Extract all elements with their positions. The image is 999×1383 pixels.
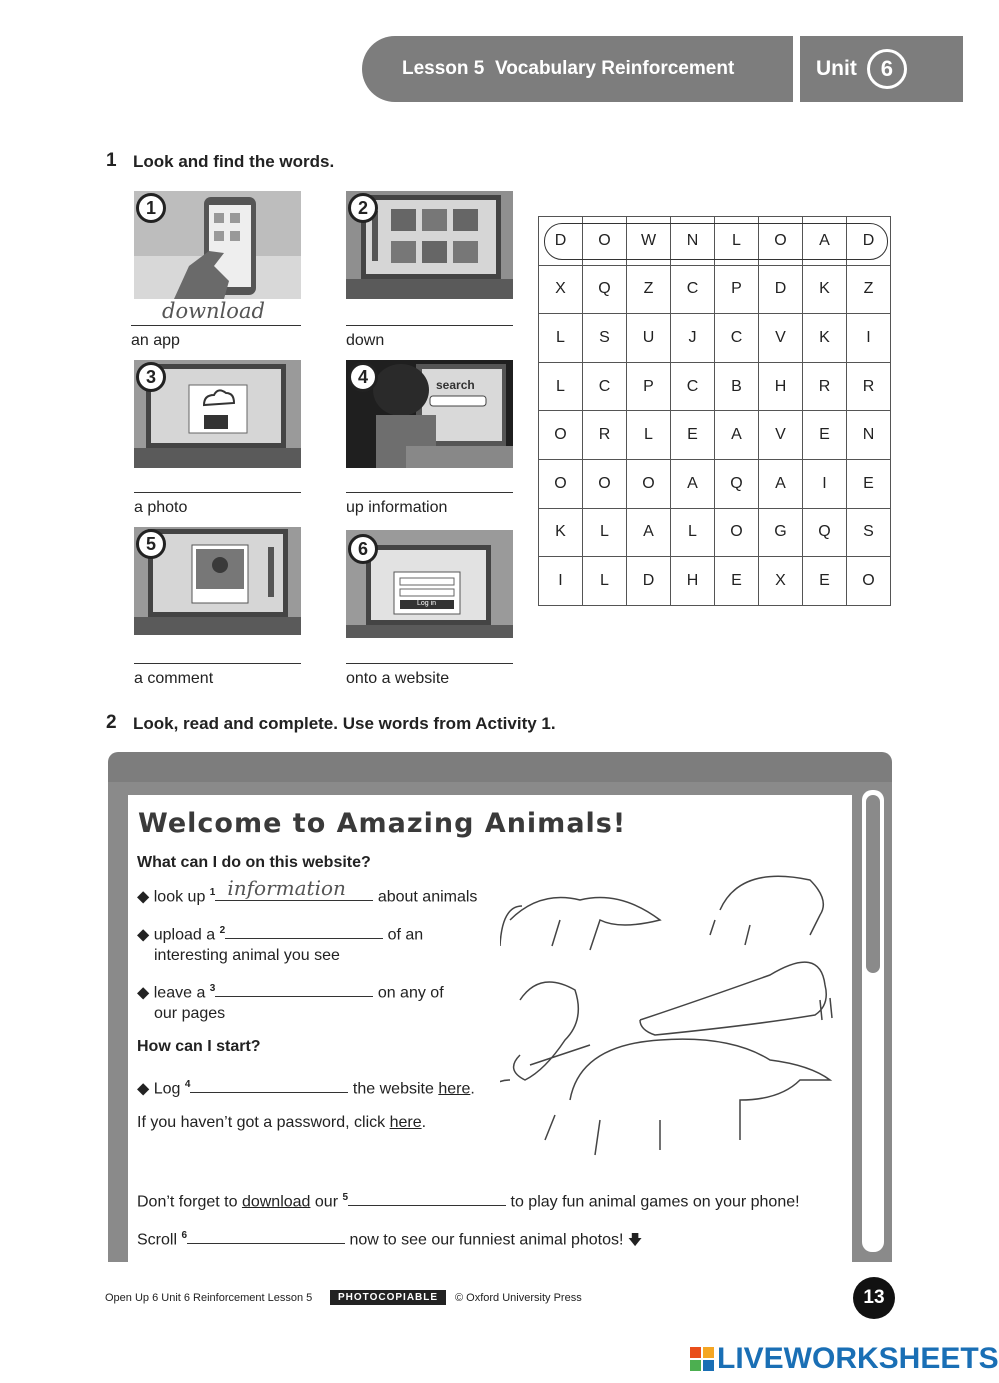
page-number: 13: [853, 1277, 895, 1319]
bullet-1: ◆ look up $^1$ information about animals: [137, 876, 478, 906]
blank-number-3: 3: [209, 983, 216, 994]
sentence-6-pre: Scroll: [137, 1231, 178, 1249]
caption-1: an app: [131, 332, 180, 349]
grid-cell[interactable]: Q: [583, 265, 627, 314]
grid-cell[interactable]: L: [539, 362, 583, 411]
bullet-2-line2: interesting animal you see: [154, 947, 340, 965]
chameleon-icon: [514, 982, 590, 1080]
caption-2: down: [346, 332, 385, 349]
answer-line-1: [131, 325, 301, 326]
grid-cell[interactable]: U: [627, 314, 671, 363]
walrus-icon: [640, 962, 832, 1035]
grid-cell[interactable]: L: [627, 411, 671, 460]
grid-cell[interactable]: A: [671, 459, 715, 508]
rhino-icon: [500, 1039, 830, 1155]
badger-icon: [710, 876, 823, 945]
grid-cell[interactable]: P: [715, 265, 759, 314]
bullet-1-pre: look up: [153, 888, 206, 906]
blank-number-1: 1: [209, 887, 216, 898]
bullet-2: ◆ upload a $^2$ of an interesting animal you see: [137, 925, 424, 965]
sentence-5-post: to play fun animal games on your phone!: [510, 1193, 800, 1211]
password-end: .: [421, 1114, 427, 1131]
grid-cell[interactable]: K: [803, 265, 847, 314]
answer-line-6[interactable]: [346, 663, 513, 664]
grid-cell[interactable]: L: [715, 217, 759, 266]
grid-cell[interactable]: L: [583, 508, 627, 557]
website-title: Welcome to Amazing Animals!: [138, 808, 627, 839]
grid-cell[interactable]: N: [847, 411, 891, 460]
answer-line-4[interactable]: [346, 492, 513, 493]
password-here-link[interactable]: here: [389, 1114, 422, 1131]
grid-row: [539, 459, 891, 508]
grid-cell[interactable]: D: [627, 557, 671, 606]
number-badge-3: 3: [136, 362, 166, 392]
bullet-3-post: on any of: [377, 984, 444, 1002]
animal-illustrations: [500, 860, 845, 1170]
blank-number-6: 6: [181, 1230, 188, 1241]
photocopiable-badge: PHOTOCOPIABLE: [330, 1290, 446, 1305]
grid-cell[interactable]: O: [759, 217, 803, 266]
grid-cell[interactable]: Q: [715, 459, 759, 508]
grid-cell[interactable]: V: [759, 411, 803, 460]
bullet-2-pre: upload a: [153, 926, 216, 944]
answer-1[interactable]: download: [162, 299, 265, 323]
grid-cell[interactable]: N: [671, 217, 715, 266]
grid-cell[interactable]: H: [671, 557, 715, 606]
blank-6[interactable]: [187, 1229, 345, 1244]
lesson-title: Vocabulary Reinforcement: [494, 58, 735, 79]
answer-line-2[interactable]: [346, 325, 513, 326]
grid-cell[interactable]: A: [627, 508, 671, 557]
question-how-can-i-start: How can I start?: [137, 1038, 261, 1055]
number-badge-5: 5: [136, 529, 166, 559]
login-label: Log in: [417, 600, 437, 607]
grid-cell[interactable]: S: [847, 508, 891, 557]
download-link[interactable]: download: [241, 1193, 311, 1211]
unit-number: 6: [867, 49, 907, 89]
bullet-1-post: about animals: [377, 888, 478, 906]
arrow-down-icon: 🡇: [627, 1231, 643, 1248]
search-label: search: [436, 378, 475, 392]
grid-cell[interactable]: Q: [803, 508, 847, 557]
activity-2-number: 2: [106, 712, 117, 733]
grid-cell[interactable]: A: [803, 217, 847, 266]
liveworksheets-logo-icon: [690, 1347, 714, 1371]
bullet-4-end: .: [470, 1080, 475, 1098]
grid-row: [539, 265, 891, 314]
grid-cell[interactable]: I: [803, 459, 847, 508]
sentence-6-post: now to see our funniest animal photos!: [349, 1231, 624, 1249]
grid-cell[interactable]: D: [759, 265, 803, 314]
password-line: [137, 1112, 426, 1133]
grid-cell[interactable]: L: [539, 314, 583, 363]
grid-cell[interactable]: R: [847, 362, 891, 411]
liveworksheets-watermark: LIVEWORKSHEETS: [717, 1342, 999, 1375]
grid-row: [539, 314, 891, 363]
number-badge-2: 2: [348, 193, 378, 223]
grid-cell[interactable]: D: [539, 217, 583, 266]
grid-row: [539, 411, 891, 460]
bullet-3-line2: our pages: [154, 1005, 226, 1023]
grid-cell[interactable]: C: [671, 362, 715, 411]
bullet-2-post: of an: [387, 926, 424, 944]
grid-row: [539, 508, 891, 557]
footer-copyright: © Oxford University Press: [455, 1292, 582, 1304]
sentence-5-mid: our: [314, 1193, 339, 1211]
grid-cell[interactable]: A: [759, 459, 803, 508]
found-word-highlight: [544, 223, 888, 260]
grid-cell[interactable]: C: [583, 362, 627, 411]
answer-line-3[interactable]: [134, 492, 301, 493]
grid-cell[interactable]: I: [539, 557, 583, 606]
bullet-4-pre: Log: [153, 1080, 181, 1098]
wordsearch-grid: [538, 216, 891, 606]
bullet-4-post: the website: [352, 1080, 434, 1098]
grid-cell[interactable]: R: [583, 411, 627, 460]
bullet-3: ◆ leave a $^3$ on any of our pages: [137, 983, 444, 1023]
footer-credit: Open Up 6 Unit 6 Reinforcement Lesson 5: [105, 1292, 313, 1304]
blank-5[interactable]: [348, 1191, 506, 1206]
grid-cell[interactable]: E: [671, 411, 715, 460]
grid-cell[interactable]: E: [847, 459, 891, 508]
unit-header: [800, 36, 963, 102]
grid-cell[interactable]: J: [671, 314, 715, 363]
sentence-5-pre: Don’t forget to: [137, 1193, 238, 1211]
lesson-label: Lesson 5: [402, 58, 485, 79]
number-badge-4: 4: [348, 362, 378, 392]
grid-cell[interactable]: V: [759, 314, 803, 363]
grid-cell[interactable]: E: [803, 411, 847, 460]
blank-1[interactable]: [215, 876, 373, 901]
blank-1-answer: information: [227, 876, 346, 901]
caption-4: up information: [346, 499, 448, 516]
grid-cell[interactable]: O: [539, 459, 583, 508]
grid-cell[interactable]: O: [583, 217, 627, 266]
grid-cell[interactable]: C: [715, 314, 759, 363]
anteater-icon: [500, 898, 660, 951]
grid-cell[interactable]: K: [803, 314, 847, 363]
grid-cell[interactable]: P: [627, 362, 671, 411]
grid-cell[interactable]: O: [627, 459, 671, 508]
grid-cell[interactable]: X: [759, 557, 803, 606]
grid-cell[interactable]: L: [671, 508, 715, 557]
sentence-6: [137, 1225, 642, 1250]
unit-label: Unit: [816, 57, 857, 80]
sentence-5: [137, 1187, 800, 1212]
question-what-can-i-do: What can I do on this website?: [137, 854, 371, 871]
activity-2-instruction: Look, read and complete. Use words from Activity 1.: [133, 714, 556, 733]
number-badge-6: 6: [348, 534, 378, 564]
grid-cell[interactable]: W: [627, 217, 671, 266]
grid-cell[interactable]: L: [583, 557, 627, 606]
blank-2[interactable]: [225, 924, 383, 939]
bullet-3-pre: leave a: [153, 984, 206, 1002]
grid-cell[interactable]: C: [671, 265, 715, 314]
grid-row: [539, 557, 891, 606]
grid-cell[interactable]: K: [539, 508, 583, 557]
grid-cell[interactable]: B: [715, 362, 759, 411]
grid-cell[interactable]: E: [803, 557, 847, 606]
password-text: If you haven’t got a password, click: [137, 1114, 386, 1131]
grid-cell[interactable]: Z: [847, 265, 891, 314]
blank-number-2: 2: [219, 925, 226, 936]
activity-1-number: 1: [106, 150, 117, 171]
browser-bar: [108, 752, 892, 782]
grid-cell[interactable]: A: [715, 411, 759, 460]
grid-cell[interactable]: O: [715, 508, 759, 557]
grid-row: [539, 362, 891, 411]
caption-3: a photo: [134, 499, 188, 516]
blank-4[interactable]: [190, 1078, 348, 1093]
grid-cell[interactable]: O: [847, 557, 891, 606]
lesson-header: [362, 36, 793, 102]
blank-3[interactable]: [215, 982, 373, 997]
grid-cell[interactable]: R: [803, 362, 847, 411]
activity-1-instruction: Look and find the words.: [133, 152, 335, 171]
grid-cell[interactable]: D: [847, 217, 891, 266]
grid-cell[interactable]: X: [539, 265, 583, 314]
bullet-4: ◆ Log $^4$ the website here.: [137, 1079, 475, 1098]
number-badge-1: 1: [136, 193, 166, 223]
grid-cell[interactable]: Z: [627, 265, 671, 314]
grid-cell[interactable]: I: [847, 314, 891, 363]
grid-cell[interactable]: H: [759, 362, 803, 411]
caption-6: onto a website: [346, 670, 450, 687]
caption-5: a comment: [134, 670, 214, 687]
blank-number-4: 4: [184, 1079, 191, 1090]
scrollbar-thumb[interactable]: [866, 795, 880, 973]
grid-cell[interactable]: O: [539, 411, 583, 460]
login-here-link[interactable]: here: [438, 1080, 471, 1098]
grid-cell[interactable]: S: [583, 314, 627, 363]
blank-number-5: 5: [342, 1192, 349, 1203]
grid-cell[interactable]: G: [759, 508, 803, 557]
grid-cell[interactable]: O: [583, 459, 627, 508]
grid-cell[interactable]: E: [715, 557, 759, 606]
answer-line-5[interactable]: [134, 663, 301, 664]
